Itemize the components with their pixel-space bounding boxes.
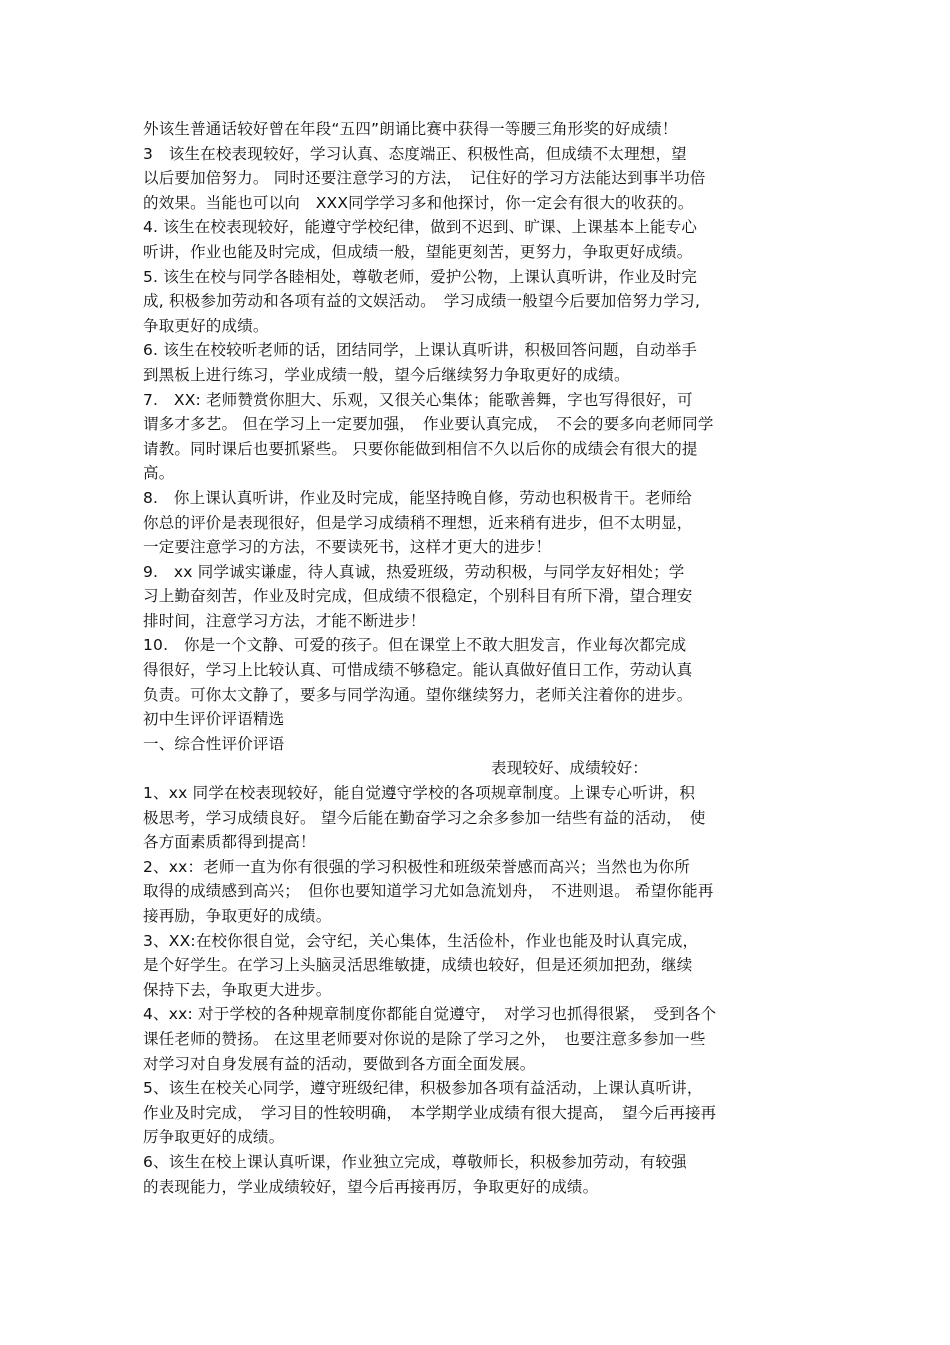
text-line: 5. 该生在校与同学各睦相处，尊敬老师，爱护公物，上课认真听讲，作业及时完 xyxy=(143,267,698,286)
text-line: 听讲，作业也能及时完成，但成绩一般，望能更刻苦，更努力，争取更好成绩。 xyxy=(143,242,693,261)
text-line: 6. 该生在校较听老师的话，团结同学，上课认真听讲，积极回答问题，自动举手 xyxy=(143,341,698,360)
text-line: 8. 你上课认真听讲，作业及时完成，能坚持晚自修，劳动也积极肯干。老师给 xyxy=(143,488,692,507)
text-line: 作业及时完成， 学习目的性较明确， 本学期学业成绩有很大提高， 望今后再接再 xyxy=(143,1103,717,1122)
text-line: 的表现能力，学业成绩较好，望今后再接再厉，争取更好的成绩。 xyxy=(143,1177,599,1196)
text-line: 习上勤奋刻苦，作业及时完成，但成绩不很稳定，个别科目有所下滑，望合理安 xyxy=(143,587,693,606)
text-line: 的效果。当能也可以向 XXX同学学习多和他探讨，你一定会有很大的收获的。 xyxy=(143,193,694,212)
text-line: 得很好，学习上比较认真、可惜成绩不够稳定。能认真做好值日工作，劳动认真 xyxy=(143,661,693,680)
text-line: 你总的评价是表现很好，但是学习成绩稍不理想，近来稍有进步，但不太明显， xyxy=(143,513,693,532)
text-line: 接再励，争取更好的成绩。 xyxy=(143,907,332,925)
text-line: 厉争取更好的成绩。 xyxy=(143,1128,285,1147)
text-line: 5、该生在校关心同学，遵守班级纪律，积极参加各项有益活动，上课认真听讲， xyxy=(143,1079,703,1098)
text-line: 谓多才多艺。 但在学习上一定要加强， 作业要认真完成， 不会的要多向老师同学 xyxy=(143,415,714,434)
text-line: 10. 你是一个文静、可爱的孩子。但在课堂上不敢大胆发言，作业每次都完成 xyxy=(143,636,687,655)
text-line: 到黑板上进行练习，学业成绩一般，望今后继续努力争取更好的成绩。 xyxy=(143,365,630,384)
text-line: 9. xx 同学诚实谦虚，待人真诚，热爱班级，劳动积极，与同学友好相处；学 xyxy=(143,562,685,581)
text-line: 外该生普通话较好曾在年段“五四”朗诵比赛中获得一等腰三角形奖的好成绩！ xyxy=(143,120,678,138)
text-line: 负责。可你太文静了，要多与同学沟通。望你继续努力，老师关注着你的进步。 xyxy=(143,685,693,704)
subsection-heading: 表现较好、成绩较好： xyxy=(491,759,649,778)
text-line: 请教。同时课后也要抓紧些。 只要你能做到相信不久以后你的成绩会有很大的提 xyxy=(143,439,698,458)
text-line: 1、xx 同学在校表现较好，能自觉遵守学校的各项规章制度。上课专心听讲，积 xyxy=(143,784,696,803)
text-line: 课任老师的赞扬。 在这里老师要对你说的是除了学习之外， 也要注意多参加一些 xyxy=(143,1029,706,1048)
text-line: 2、xx：老师一直为你有很强的学习积极性和班级荣誉感而高兴；当然也为你所 xyxy=(143,857,690,876)
text-line: 各方面素质都得到提高！ xyxy=(143,833,316,852)
text-line: 取得的成绩感到高兴； 但你也要知道学习尤如急流划舟， 不进则退。 希望你能再 xyxy=(143,882,714,901)
text-line: 极思考，学习成绩良好。 望今后能在勤奋学习之余多参加一结些有益的活动， 使 xyxy=(143,808,706,827)
text-line: 是个好学生。在学习上头脑灵活思维敏捷，成绩也较好，但是还须加把劲，继续 xyxy=(143,956,693,975)
text-line: 高。 xyxy=(143,464,175,483)
section-title: 初中生评价评语精选 xyxy=(143,710,285,729)
text-line: 成, 积极参加劳动和各项有益的文娱活动。 学习成绩一般望今后要加倍努力学习, xyxy=(143,292,701,311)
text-line: 3、XX:在校你很自觉，会守纪，关心集体，生活俭朴，作业也能及时认真完成， xyxy=(143,931,699,950)
text-line: 7. XX: 老师赞赏你胆大、乐观，又很关心集体；能歌善舞，字也写得很好，可 xyxy=(143,390,693,409)
text-line: 争取更好的成绩。 xyxy=(143,316,269,335)
text-line: 6、该生在校上课认真听课，作业独立完成，尊敬师长，积极参加劳动，有较强 xyxy=(143,1152,687,1171)
text-line: 一定要注意学习的方法，不要读死书，这样才更大的进步！ xyxy=(143,538,552,557)
text-line: 4. 该生在校表现较好，能遵守学校纪律，做到不迟到、旷课、上课基本上能专心 xyxy=(143,218,698,237)
text-line: 以后要加倍努力。 同时还要注意学习的方法， 记住好的学习方法能达到事半功倍 xyxy=(143,169,706,188)
text-line: 3 该生在校表现较好，学习认真、态度端正、积极性高，但成绩不太理想，望 xyxy=(143,144,687,163)
text-line: 保持下去，争取更大进步。 xyxy=(143,980,332,999)
text-line: 对学习对自身发展有益的活动，要做到各方面全面发展。 xyxy=(143,1054,536,1073)
document-body xyxy=(143,117,813,1199)
section-heading: 一、综合性评价评语 xyxy=(143,734,285,753)
text-line: 4、xx: 对于学校的各种规章制度你都能自觉遵守， 对学习也抓得很紧， 受到各个 xyxy=(143,1005,717,1024)
text-line: 排时间，注意学习方法，才能不断进步！ xyxy=(143,611,426,630)
